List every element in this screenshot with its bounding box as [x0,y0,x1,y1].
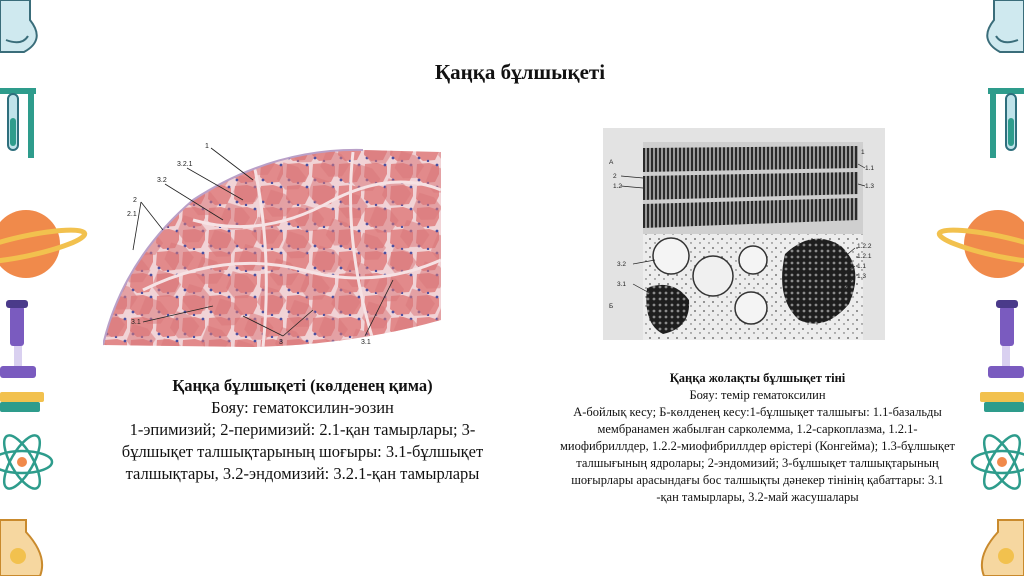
test-tube-rack-icon [988,88,1024,158]
beaker-icon [982,520,1024,576]
flask-icon [0,0,37,52]
test-tube-rack-icon [0,88,36,158]
beaker-icon [0,520,42,576]
figure-label: 2.1 [127,211,137,218]
atom-icon [972,431,1024,494]
figure-label: 1.2.1 [857,253,872,260]
left-caption [120,375,485,485]
figure-label: 1.3 [865,183,875,190]
flask-icon [987,0,1024,52]
figure-label: 3.1 [617,281,627,288]
figure-label: 2 [133,197,137,204]
panel-label: Б [609,303,614,310]
planet-icon [0,210,87,278]
figure-label: 3.2 [157,177,167,184]
right-caption-stain: Бояу: темір гематоксилин [689,388,826,402]
planet-icon [937,210,1024,278]
slide-title: Қаңқа бұлшықеті [434,60,606,84]
right-caption-heading: Қаңқа жолақты бұлшықет тіні [669,371,846,385]
left-caption-heading: Қаңқа бұлшықеті (көлденең қима) [172,376,433,395]
left-caption-stain: Бояу: гематоксилин-эозин [211,398,394,417]
figure-label: 2 [613,173,617,180]
figure-label: 1 [205,143,209,150]
microscope-icon [988,300,1024,378]
muscle-cross-section-image [103,140,443,350]
right-caption-body: А-бойлық кесу; Б-көлденең кесу:1-бұлшықет талшығы: 1.1-базальды мембранамен жабылған сарколемма, 1.2-саркоплазма, 1.2.1-миофибриллдер, 1.2.2-миофибриллдер өрістері (Конгейма); 1.3-бұлшықет талшығының ядролары; 2-эндомизий; 3-бұлшықет талшықтарының шоғырлары арасындағы бос талшықты дәнекер тінінің қабаттары: 3.1 -қан тамырлары, 3.2-май жасушалары [560,405,955,504]
left-caption-body: 1-эпимизий; 2-перимизий: 2.1-қан тамырлары; 3-бұлшықет талшықтарының шоғыры: 3.1-бұлшықет талшықтары, 3.2-эндомизий: 3.2.1-қан тамырлары [121,420,484,483]
figure-label: 1.2 [613,183,623,190]
figure-label: 1.2.2 [857,243,872,250]
books-icon [980,392,1024,412]
left-decoration [0,0,90,576]
atom-icon [0,431,52,494]
figure-label: 3.2 [617,261,627,268]
figure-label: 1.3 [857,273,867,280]
figure-label: 3.2.1 [177,161,193,168]
figure-label: 1.1 [865,165,875,172]
figure-label: 1.1 [857,263,867,270]
figure-label: 3.1 [131,319,141,326]
books-icon [0,392,44,412]
figure-label: 3.1 [361,339,371,346]
striated-muscle-image [603,128,885,340]
figure-label: 1 [861,149,865,156]
panel-label: А [609,159,614,166]
figure-label: 3 [279,339,283,346]
right-caption [560,370,955,506]
microscope-icon [0,300,36,378]
